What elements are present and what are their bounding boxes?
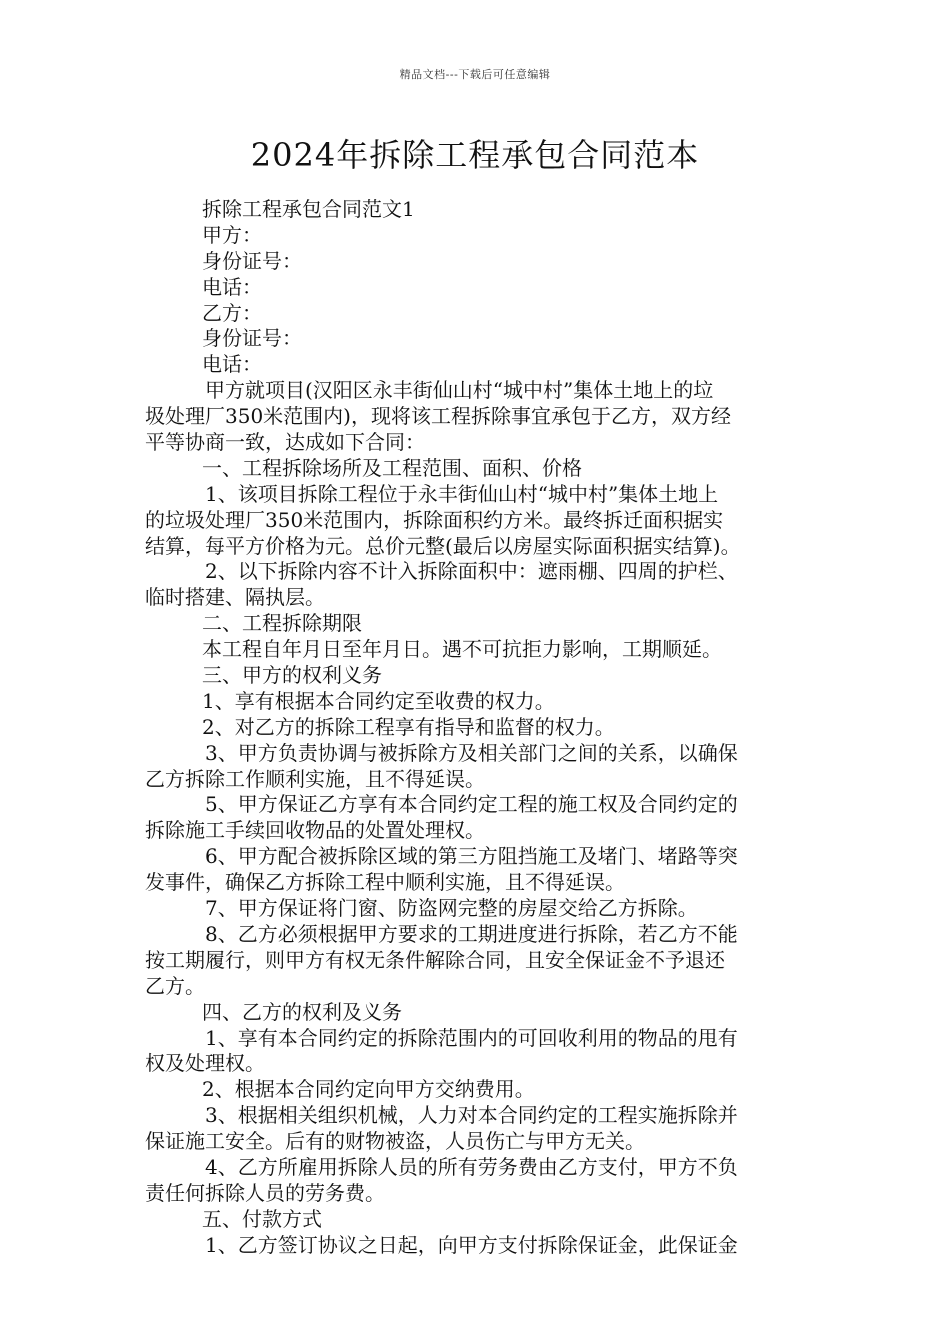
document-line: 权及处理权。 (145, 1051, 265, 1076)
header-note: 精品文档---下载后可任意编辑 (399, 68, 551, 81)
document-title: 2024年拆除工程承包合同范本 (250, 136, 700, 174)
document-line: 电话： (202, 352, 262, 377)
document-line: 2、根据本合同约定向甲方交纳费用。 (202, 1077, 535, 1102)
document-line: 乙方： (202, 300, 262, 325)
document-line: 6、甲方配合被拆除区域的第三方阻挡施工及堵门、堵路等突 (205, 844, 738, 869)
document-line: 四、乙方的权利及义务 (202, 999, 402, 1024)
document-line: 本工程自年月日至年月日。遇不可抗拒力影响，工期顺延。 (202, 637, 722, 662)
document-line: 8、乙方必须根据甲方要求的工期进度进行拆除，若乙方不能 (205, 921, 738, 946)
document-line: 2、对乙方的拆除工程享有指导和监督的权力。 (202, 714, 615, 739)
document-line: 7、甲方保证将门窗、防盗网完整的房屋交给乙方拆除。 (205, 896, 698, 921)
document-line: 五、付款方式 (202, 1206, 322, 1231)
document-line: 乙方。 (145, 973, 205, 998)
document-line: 临时搭建、隔执层。 (145, 585, 325, 610)
document-line: 3、甲方负责协调与被拆除方及相关部门之间的关系，以确保 (205, 740, 738, 765)
document-line: 1、享有根据本合同约定至收费的权力。 (202, 688, 555, 713)
document-line: 责任何拆除人员的劳务费。 (145, 1180, 385, 1205)
document-line: 平等协商一致，达成如下合同： (145, 430, 425, 455)
document-body (145, 197, 807, 1259)
document-line: 5、甲方保证乙方享有本合同约定工程的施工权及合同约定的 (205, 792, 738, 817)
document-line: 结算，每平方价格为元。总价元整(最后以房屋实际面积据实结算)。 (145, 533, 741, 558)
document-line: 1、乙方签订协议之日起，向甲方支付拆除保证金，此保证金 (205, 1232, 738, 1257)
document-line: 圾处理厂350米范围内)，现将该工程拆除事宜承包于乙方，双方经 (145, 404, 731, 429)
document-line: 二、工程拆除期限 (202, 611, 362, 636)
document-line: 2、以下拆除内容不计入拆除面积中：遮雨棚、四周的护栏、 (205, 559, 738, 584)
document-line: 甲方： (202, 222, 262, 247)
document-line: 1、享有本合同约定的拆除范围内的可回收利用的物品的甩有 (205, 1025, 738, 1050)
document-line: 1、该项目拆除工程位于永丰街仙山村“城中村”集体土地上 (205, 481, 719, 506)
document-line: 4、乙方所雇用拆除人员的所有劳务费由乙方支付，甲方不负 (205, 1154, 738, 1179)
document-line: 身份证号： (202, 248, 302, 273)
document-line: 拆除工程承包合同范文1 (202, 197, 415, 221)
document-line: 保证施工安全。后有的财物被盗，人员伤亡与甲方无关。 (145, 1129, 645, 1154)
document-line: 发事件，确保乙方拆除工程中顺利实施，且不得延误。 (145, 870, 625, 895)
document-line: 的垃圾处理厂350米范围内，拆除面积约方米。最终拆迁面积据实 (145, 507, 724, 532)
document-line: 身份证号： (202, 326, 302, 351)
document-line: 电话： (202, 274, 262, 299)
document-line: 乙方拆除工作顺利实施，且不得延误。 (145, 766, 485, 791)
document-line: 按工期履行，则甲方有权无条件解除合同，且安全保证金不予退还 (145, 947, 725, 972)
document-line: 拆除施工手续回收物品的处置处理权。 (145, 818, 485, 843)
document-line: 甲方就项目(汉阳区永丰街仙山村“城中村”集体土地上的垃 (205, 378, 714, 403)
document-line: 一、工程拆除场所及工程范围、面积、价格 (202, 455, 582, 480)
document-line: 3、根据相关组织机械，人力对本合同约定的工程实施拆除并 (205, 1103, 738, 1128)
document-line: 三、甲方的权利义务 (202, 663, 382, 688)
